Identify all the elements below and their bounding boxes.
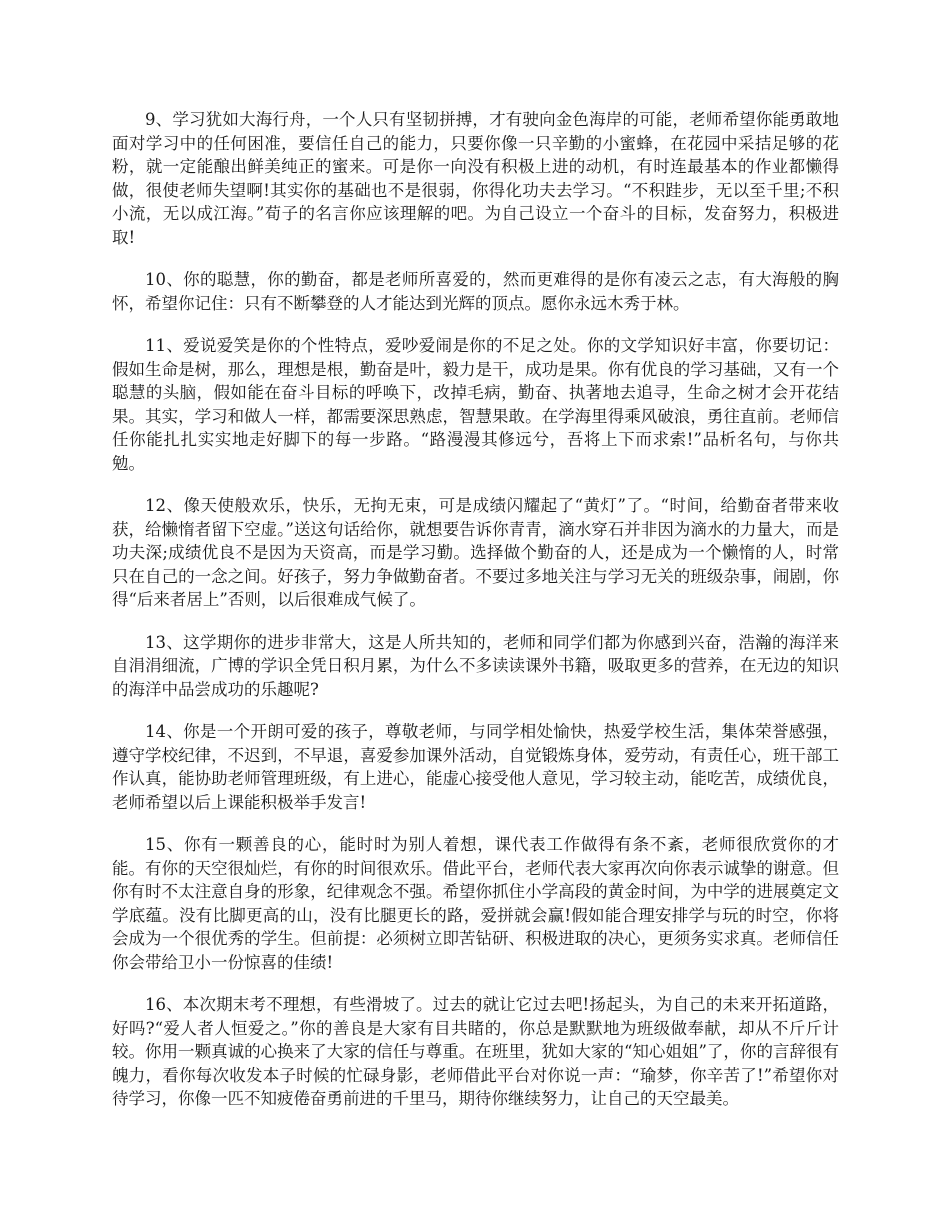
comment-paragraph-14: 14、你是一个开朗可爱的孩子，尊敬老师，与同学相处愉快，热爱学校生活，集体荣誉感强，遵守学校纪律，不迟到，不早退，喜爱参加课外活动，自觉锻炼身体，爱劳动，有责任心，班干部工作认真，能协助老师管理班级，有上进心，能虚心接受他人意见，学习较主动，能吃苦，成绩优良，老师希望以后上课能积极举手发言!: [112, 722, 839, 812]
comment-paragraph-13: 13、这学期你的进步非常大，这是人所共知的，老师和同学们都为你感到兴奋，浩瀚的海洋来自涓涓细流，广博的学识全凭日积月累，为什么不多读读课外书籍，吸取更多的营养，在无边的知识的海洋中品尝成功的乐趣呢?: [112, 632, 839, 699]
comment-paragraph-9: 9、学习犹如大海行舟，一个人只有坚韧拼搏，才有驶向金色海岸的可能，老师希望你能勇敢地面对学习中的任何困准，要信任自己的能力，只要你像一只辛勤的小蜜蜂，在花园中采拮足够的花粉，就一定能酿出鲜美纯正的蜜来。可是你一向没有积极上进的动机，有时连最基本的作业都懒得做，很使老师失望啊!其实你的基础也不是很弱，你得化功夫去学习。“不积跬步，无以至千里;不积小流，无以成江海。”荀子的名言你应该理解的吧。为自己设立一个奋斗的目标，发奋努力，积极进取!: [112, 110, 839, 247]
document-body: [112, 108, 839, 1130]
comment-paragraph-10: 10、你的聪慧，你的勤奋，都是老师所喜爱的，然而更难得的是你有凌云之志，有大海般的胸怀，希望你记住：只有不断攀登的人才能达到光辉的顶点。愿你永远木秀于林。: [112, 270, 839, 313]
comment-paragraph-16: 16、本次期末考不理想，有些滑坡了。过去的就让它过去吧!扬起头，为自己的未来开拓道路，好吗?“爱人者人恒爱之。”你的善良是大家有目共睹的，你总是默默地为班级做奉献，却从不斤斤计较。你用一颗真诚的心换来了大家的信任与尊重。在班里，犹如大家的“知心姐姐”了，你的言辞很有魄力，看你每次收发本子时候的忙碌身影，老师借此平台对你说一声：“瑜梦，你辛苦了!”希望你对待学习，你像一匹不知疲倦奋勇前进的千里马，期待你继续努力，让自己的天空最美。: [112, 995, 839, 1108]
comment-paragraph-15: 15、你有一颗善良的心，能时时为别人着想，课代表工作做得有条不紊，老师很欣赏你的才能。有你的天空很灿烂，有你的时间很欢乐。借此平台，老师代表大家再次向你表示诚挚的谢意。但你有时不太注意自身的形象，纪律观念不强。希望你抓住小学高段的黄金时间，为中学的进展奠定文学底蕴。没有比脚更高的山，没有比腿更长的路，爱拼就会赢!假如能合理安排学与玩的时空，你将会成为一个很优秀的学生。但前提：必须树立即苦钻研、积极进取的决心，更须务实求真。老师信任你会带给卫小一份惊喜的佳绩!: [112, 835, 839, 972]
comment-paragraph-11: 11、爱说爱笑是你的个性特点，爱吵爱闹是你的不足之处。你的文学知识好丰富，你要切记：假如生命是树，那么，理想是根，勤奋是叶，毅力是干，成功是果。你有优良的学习基础，又有一个聪慧的头脑，假如能在奋斗目标的呼唤下，改掉毛病，勤奋、执著地去追寻，生命之树才会开花结果。其实，学习和做人一样，都需要深思熟虑，智慧果敢。在学海里得乘风破浪，勇往直前。老师信任你能扎扎实实地走好脚下的每一步路。“路漫漫其修远兮，吾将上下而求索!”品析名句，与你共勉。: [112, 336, 839, 473]
comment-paragraph-12: 12、像天使般欢乐，快乐，无拘无束，可是成绩闪耀起了“黄灯”了。“时间，给勤奋者带来收获，给懒惰者留下空虚。”送这句话给你，就想要告诉你青青，滴水穿石并非因为滴水的力量大，而是功夫深;成绩优良不是因为天资高，而是学习勤。选择做个勤奋的人，还是成为一个懒惰的人，时常只在自己的一念之间。好孩子，努力争做勤奋者。不要过多地关注与学习无关的班级杂事，闹剧，你得“后来者居上”否则，以后很难成气候了。: [112, 496, 839, 609]
